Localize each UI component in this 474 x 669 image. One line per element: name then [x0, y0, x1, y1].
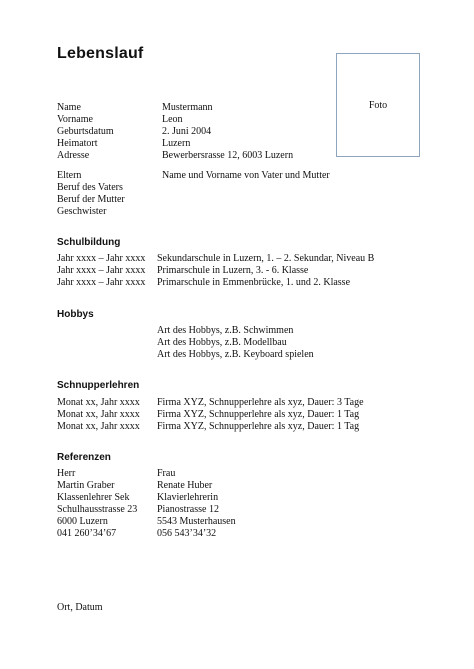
personal-value: Bewerbersrasse 12, 6003 Luzern: [162, 150, 294, 161]
personal-label: Vorname: [57, 114, 93, 125]
section-heading-hobbys: Hobbys: [57, 309, 94, 320]
personal-label: Geburtsdatum: [57, 126, 114, 137]
referenz-right: Klavierlehrerin: [157, 492, 219, 503]
schnupperlehre-text: Firma XYZ, Schnupperlehre als xyz, Dauer: 1 Tag: [157, 421, 360, 432]
referenz-left: Martin Graber: [57, 480, 115, 491]
personal-value: Mustermann: [162, 102, 213, 113]
hobby-text: Art des Hobbys, z.B. Schwimmen: [157, 325, 294, 336]
referenz-left: 6000 Luzern: [57, 516, 108, 527]
schnupperlehre-date: Monat xx, Jahr xxxx: [57, 421, 140, 432]
photo-label: Foto: [368, 100, 388, 111]
hobby-text: Art des Hobbys, z.B. Modellbau: [157, 337, 287, 348]
schnupperlehre-text: Firma XYZ, Schnupperlehre als xyz, Dauer: 3 Tage: [157, 397, 364, 408]
personal-label: Heimatort: [57, 138, 98, 149]
referenz-right: Frau: [157, 468, 176, 479]
schulbildung-text: Primarschule in Luzern, 3. - 6. Klasse: [157, 265, 309, 276]
referenz-right: 5543 Musterhausen: [157, 516, 236, 527]
personal-label: Name: [57, 102, 81, 113]
referenz-right: 056 543’34’32: [157, 528, 217, 539]
personal-label: Adresse: [57, 150, 90, 161]
schulbildung-text: Primarschule in Emmenbrücke, 1. und 2. Klasse: [157, 277, 351, 288]
photo-placeholder: [336, 53, 420, 157]
referenz-left: Schulhausstrasse 23: [57, 504, 138, 515]
hobby-text: Art des Hobbys, z.B. Keyboard spielen: [157, 349, 314, 360]
schnupperlehre-date: Monat xx, Jahr xxxx: [57, 409, 140, 420]
parents-label: Eltern: [57, 170, 82, 181]
referenz-right: Renate Huber: [157, 480, 213, 491]
section-heading-referenzen: Referenzen: [57, 452, 111, 463]
schulbildung-text: Sekundarschule in Luzern, 1. – 2. Sekundar, Niveau B: [157, 253, 375, 264]
referenz-right: Pianostrasse 12: [157, 504, 219, 515]
personal-value: 2. Juni 2004: [162, 126, 212, 137]
schulbildung-date: Jahr xxxx – Jahr xxxx: [57, 253, 146, 264]
place-date-footer: Ort, Datum: [57, 602, 103, 613]
section-heading-schulbildung: Schulbildung: [57, 237, 121, 248]
schnupperlehre-date: Monat xx, Jahr xxxx: [57, 397, 140, 408]
section-heading-schnupperlehren: Schnupperlehren: [57, 380, 140, 391]
referenz-left: Klassenlehrer Sek: [57, 492, 130, 503]
document-title: Lebenslauf: [57, 45, 144, 62]
personal-value: Leon: [162, 114, 183, 125]
schulbildung-date: Jahr xxxx – Jahr xxxx: [57, 277, 146, 288]
parents-label: Beruf der Mutter: [57, 194, 125, 205]
parents-value: Name und Vorname von Vater und Mutter: [162, 170, 330, 181]
schulbildung-date: Jahr xxxx – Jahr xxxx: [57, 265, 146, 276]
referenz-left: 041 260’34’67: [57, 528, 117, 539]
personal-value: Luzern: [162, 138, 191, 149]
referenz-left: Herr: [57, 468, 76, 479]
parents-label: Beruf des Vaters: [57, 182, 123, 193]
schnupperlehre-text: Firma XYZ, Schnupperlehre als xyz, Dauer: 1 Tag: [157, 409, 360, 420]
parents-label: Geschwister: [57, 206, 107, 217]
